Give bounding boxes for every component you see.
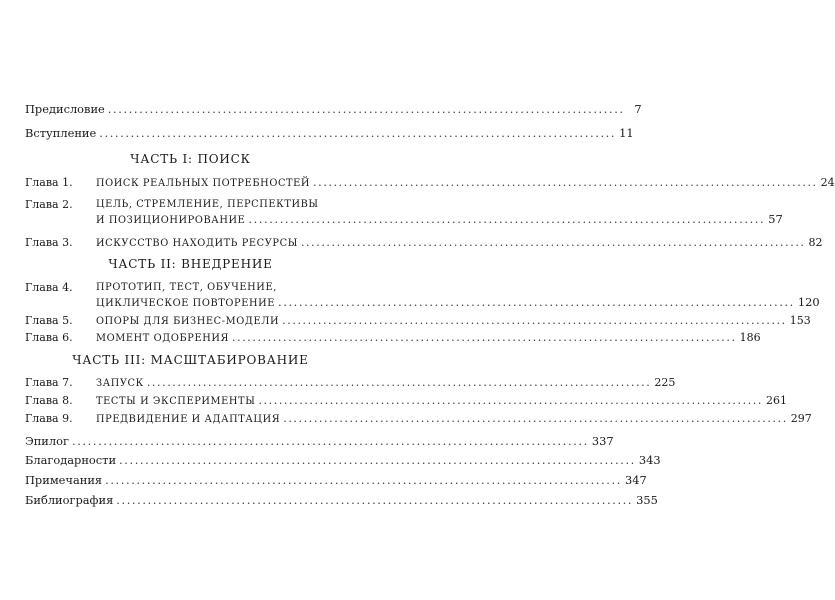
entry-label: Эпилог [25, 434, 69, 448]
page-number: 57 [768, 212, 783, 226]
toc-entry-chapter-5[interactable] [25, 313, 811, 329]
toc-entry-chapter-9[interactable] [25, 411, 812, 427]
leader-dots: ................................................................................................... [71, 434, 589, 448]
toc-entry-chapter-3[interactable] [25, 235, 823, 251]
chapter-title: ЗАПУСК [96, 378, 144, 389]
chapter-title: ИСКУССТВО НАХОДИТЬ РЕСУРСЫ [96, 238, 298, 249]
leader-dots: ................................................................................................... [232, 331, 737, 344]
page-number: 261 [766, 394, 787, 407]
leader-dots: ................................................................................................... [258, 394, 763, 407]
chapter-label: Глава 2. [25, 198, 73, 211]
leader-dots: ................................................................................................... [99, 126, 617, 140]
chapter-label: Глава 5. [25, 314, 73, 327]
toc-entry-chapter-1[interactable] [25, 175, 835, 191]
page-number: 82 [808, 236, 823, 249]
leader-dots: ................................................................................................... [278, 295, 795, 309]
toc-entry-thanks[interactable] [25, 453, 661, 468]
page-number: 347 [624, 473, 647, 487]
chapter-label: Глава 4. [25, 281, 73, 294]
chapter-title: ТЕСТЫ И ЭКСПЕРИМЕНТЫ [96, 396, 256, 407]
chapter-label: Глава 1. [25, 176, 73, 189]
toc-entry-notes[interactable] [25, 473, 647, 488]
chapter-title: ПОИСК РЕАЛЬНЫХ ПОТРЕБНОСТЕЙ [96, 178, 311, 189]
page-number: 225 [654, 376, 676, 389]
chapter-label: Глава 8. [25, 394, 73, 407]
entry-label: Вступление [25, 126, 97, 140]
toc-entry-epilogue[interactable] [25, 434, 614, 449]
leader-dots: ................................................................................................... [146, 376, 652, 389]
toc-entry-intro[interactable] [25, 126, 634, 141]
leader-dots: ................................................................................................... [282, 314, 787, 327]
part-heading: ЧАСТЬ II: ВНЕДРЕНИЕ [108, 257, 273, 271]
entry-label: Примечания [25, 473, 103, 487]
leader-dots: ................................................................................................... [313, 176, 818, 189]
entry-label: Библиография [25, 493, 114, 507]
leader-dots: ................................................................................................... [248, 212, 766, 226]
toc-entry-chapter-2[interactable] [25, 197, 783, 228]
leader-dots: ................................................................................................... [105, 473, 622, 487]
toc-entry-chapter-6[interactable] [25, 330, 761, 346]
chapter-label: Глава 9. [25, 412, 73, 425]
chapter-title: ПРЕДВИДЕНИЕ И АДАПТАЦИЯ [96, 414, 281, 425]
leader-dots: ................................................................................................... [300, 236, 806, 249]
toc-entry-preface[interactable] [25, 102, 642, 117]
chapter-label: Глава 6. [25, 331, 73, 344]
leader-dots: ................................................................................................... [107, 102, 625, 116]
toc-entry-chapter-4[interactable] [25, 280, 820, 311]
page-number: 7 [634, 102, 642, 116]
leader-dots: ................................................................................................... [119, 453, 636, 467]
entry-label: Предисловие [25, 102, 105, 116]
page-number: 11 [619, 126, 634, 140]
page-number: 337 [591, 434, 614, 448]
chapter-title: МОМЕНТ ОДОБРЕНИЯ [96, 333, 230, 344]
chapter-label: Глава 3. [25, 236, 73, 249]
toc-entry-bibliography[interactable] [25, 493, 658, 508]
toc-entry-chapter-8[interactable] [25, 393, 787, 409]
page-number: 186 [739, 331, 761, 344]
chapter-title: ОПОРЫ ДЛЯ БИЗНЕС-МОДЕЛИ [96, 316, 280, 327]
chapter-title-line-2: И ПОЗИЦИОНИРОВАНИЕ [96, 215, 246, 226]
part-heading: ЧАСТЬ I: ПОИСК [130, 152, 251, 166]
part-heading: ЧАСТЬ III: МАСШТАБИРОВАНИЕ [72, 353, 309, 367]
chapter-title-line-1: ЦЕЛЬ, СТРЕМЛЕНИЕ, ПЕРСПЕКТИВЫ [96, 199, 319, 210]
page-number: 120 [797, 295, 820, 309]
chapter-label: Глава 7. [25, 376, 73, 389]
chapter-title-line-2: ЦИКЛИЧЕСКОЕ ПОВТОРЕНИЕ [96, 298, 276, 309]
entry-label: Благодарности [25, 453, 117, 467]
page-number: 355 [636, 493, 658, 507]
leader-dots: ................................................................................................... [283, 412, 788, 425]
page-number: 297 [790, 412, 812, 425]
page-number: 24 [820, 176, 835, 189]
chapter-title-line-1: ПРОТОТИП, ТЕСТ, ОБУЧЕНИЕ, [96, 282, 277, 293]
page-number: 343 [638, 453, 661, 467]
toc-entry-chapter-7[interactable] [25, 375, 676, 391]
leader-dots: ................................................................................................... [116, 493, 634, 507]
page-number: 153 [789, 314, 811, 327]
